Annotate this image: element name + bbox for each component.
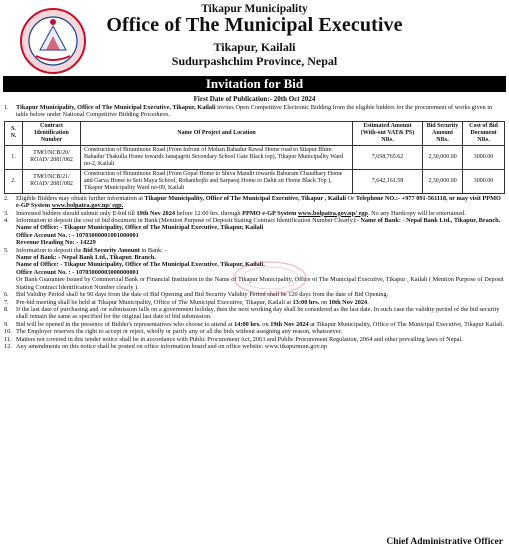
watermark-stamp-icon [230, 258, 310, 298]
project-name: Construction of Bituminous Road (From Gopal Home to Shiva Mandir towards Baburam Chaudhary Home and Garva Home to Seti Maya School, Rohanibojhi and Sarparaj Home to Dahit sir Home Black Top ), Tikapur Municipality Ward no-09, Kailali [81, 169, 353, 193]
clause-1: 1. Tikapur Municipality, Office of The Municipal Executive, Tikapur, Kailali invites Open Competitive Electronic Bidding from the eligible bidders for the procurement of works given in table below under National Competitive Bidding Procedures. [4, 104, 493, 119]
estimated-amount: 7,658,765.62 [353, 145, 423, 169]
project-name: Construction of Bituminous Road (From Infront of Mohan Bahadur Rawal Home road to Sitapur Bhim Bahadur Thakulla Home towards Janajagriti Secondary School Gate Black top), Tikapur Municipality Ward no-2, Kailali [81, 145, 353, 169]
contract-id: TMO/NCB/20/ ROAD/ 2081/082 [23, 145, 81, 169]
table-header-row [5, 121, 505, 145]
bid-document-cost: 3000.00 [463, 145, 505, 169]
office-location: Tikapur, Kailali [213, 40, 296, 54]
bid-security-amount: 2,30,000.00 [423, 145, 463, 169]
estimated-amount: 7,642,161.58 [353, 169, 423, 193]
clause-3: 3. Interested bidders should submit only E-bid till 19th Nov 2024 before 12:00 hrs. through PPMO e-GP System www.bolpatra.gov.np/ egp. No any Hardcopy will be entertained. [4, 209, 466, 217]
table-row: 1. TMO/NCB/20/ ROAD/ 2081/082 Construction of Bituminous Road (From Infront of Mohan Bahadur Rawal Home road to Sitapur Bhim Bahadur Thakulla Home towards Janajagriti Secondary School Gate Black top), Tikapur Municipality Ward no-2, Kailali 7,658,765.62 2,30,000.00 3000.00 [5, 145, 505, 169]
signature-title: Chief Administrative Officer [386, 537, 503, 547]
col-sn: S. N. [5, 121, 23, 145]
egp-link[interactable]: www.bolpatra.gov.np/ egp [297, 209, 368, 217]
publication-date: First Date of Publication:- 20th Oct 2024 [193, 95, 316, 103]
clause-8: 8. If the last date of purchasing and /or submission falls on a government holiday, then the next working day shall be considered as the last date. In such case the validity period of the bid security shall remain the same as specified for the original last date of bid submission. [4, 305, 500, 321]
clause-2: 2. Eligible Bidders may obtain further information at Tikapur Municipality, Office of The Municipal Executive, Tikapur , Kailali Or Telephone NO.:- +977 091-561118, or may visit PPMO e-GP System www.bolpatra.gov.np/ egp. [4, 194, 501, 210]
col-estimated-amount: Estimated Amount (With-out VAT& PS) NRs. [353, 121, 423, 145]
clause-9: 9. Bid will be opened in the presence of Bidder's representatives who choose to attend at 14:00 hrs. on 19th Nov 2024 at Tikapur Municipality, Office of The Municipal Executive, Tikapur Kailali. [4, 320, 505, 328]
municipality-name: Tikapur Municipality [201, 3, 308, 15]
clause-5: 5. Information to deposit the Bid Security Amount in Bank: - Name of Bank: - Nepal Bank Ltd., Tikapur, Branch. Name of Office: - Tikapur Municipality, Office of The Municipal Executive, Tikapur, Kailali. Office Account No. : - 10703000003000000001 Or Bank Guarantee Issued by Commercial Bank or Financial Institution in the Name of Tikapur Municipality, Office of The Municipal Executive, Tikapur , Kailali ( Mention Purpose of Deposit Stating Contract Identification Number clearly ). [4, 246, 504, 291]
clause-6: 6. Bid Validity Period shall be 90 days from the date of Bid Opening and Bid Security Validity Period shall be 120 days from the date of Bid Opening. [4, 291, 389, 299]
bid-security-amount: 2,30,000.00 [423, 169, 463, 193]
contract-id: TMO/NCB/21/ ROAD/ 2081/082 [23, 169, 81, 193]
col-bid-cost: Cost of Bid Document NRs. [463, 121, 505, 145]
province-name: Sudurpashchim Province, Nepal [171, 54, 338, 68]
office-name: Office of The Municipal Executive [106, 14, 403, 36]
clause-7: 7. Pre-bid meeting shall be held at Tikapur Municipality, Office of The Municipal Executive, Tikapur, Kailali at 13:00 hrs. on 10th Nov 2024. [4, 298, 369, 306]
clause-10: 10. The Employer reserves the right to accept or reject, wholly or partly any or all the bids without assigning any reason, whatsoever. [4, 328, 342, 336]
clause-4: 4. Information to deposit the cost of bid document in Bank (Mention Purpose of Deposit Stating Contract Identification Number Clearly):- Name of Bank: - Nepal Bank Ltd., Tikapur, Branch. Name of Office: - Tikapur Municipality, Office of The Municipal Executive, Tikapur, Kailali Office Account No. : - 10703000001001000001 Revenue Heading No: - 14229 [4, 217, 501, 247]
clause-12: 12. Any amendments on this notice shall be posted on office information board and on office website: www.tikapurmun.gov.np [4, 342, 328, 350]
works-table [4, 121, 505, 194]
notice-title-bar: Invitation for Bid [3, 76, 506, 92]
clause-11: 11. Matters not covered in this tender notice shall be in accordance with Public Procurement Act, 2063 and Public Procurement Regulation, 2064 and other prevailing laws of Nepal. [4, 335, 463, 343]
col-project-name: Name Of Project and Location [81, 121, 353, 145]
col-contract-id: Contract Identification Number [23, 121, 81, 145]
egp-link[interactable]: www.bolpatra.gov.np/ egp. [51, 202, 124, 210]
notice-body [4, 104, 505, 350]
table-row: 2. TMO/NCB/21/ ROAD/ 2081/082 Construction of Bituminous Road (From Gopal Home to Shiva Mandir towards Baburam Chaudhary Home and Garva Home to Seti Maya School, Rohanibojhi and Sarparaj Home to Dahit sir Home Black Top ), Tikapur Municipality Ward no-09, Kailali 7,642,161.58 2,30,000.00 3000.00 [5, 169, 505, 193]
col-bid-security: Bid Security Amount NRs. [423, 121, 463, 145]
bid-document-cost: 3000.00 [463, 169, 505, 193]
